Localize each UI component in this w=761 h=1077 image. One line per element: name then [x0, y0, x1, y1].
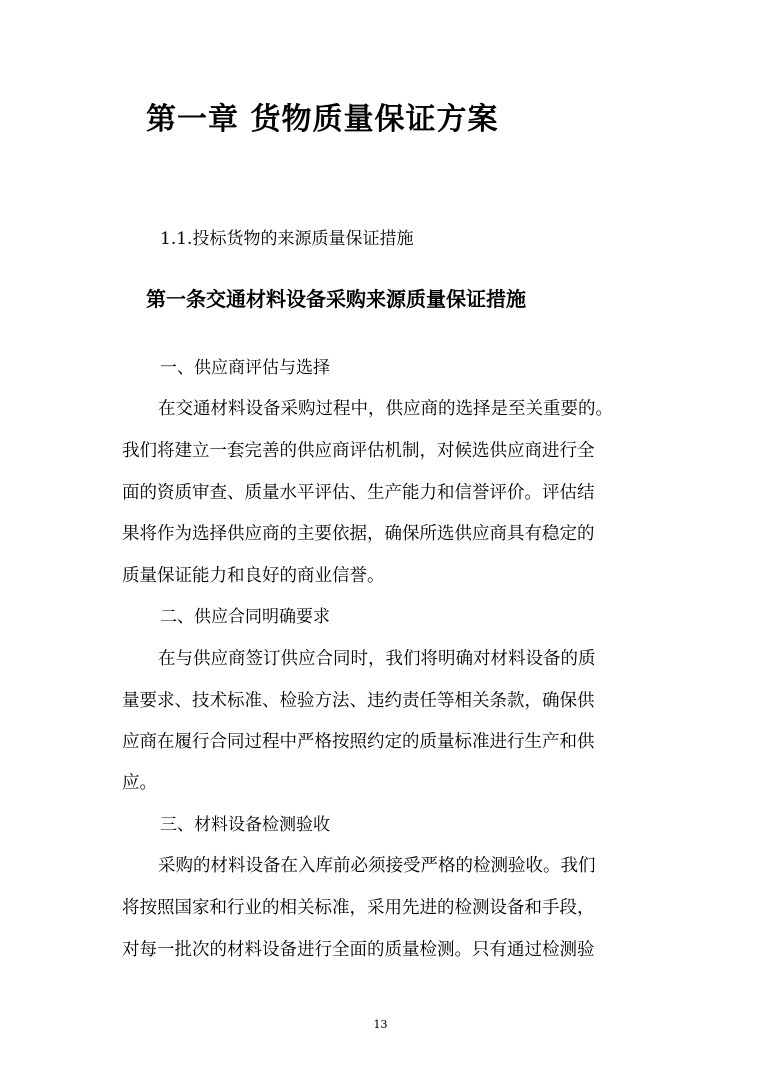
paragraph-line: 在交通材料设备采购过程中，供应商的选择是至关重要的。: [158, 399, 613, 419]
paragraph-line: 采购的材料设备在入库前必须接受严格的检测验收。我们: [158, 856, 596, 876]
paragraph-line: 应商在履行合同过程中严格按照约定的质量标准进行生产和供: [122, 732, 595, 752]
page-number: 13: [373, 1018, 388, 1031]
sub-heading-supply-contract: 二、供应合同明确要求: [160, 607, 330, 627]
paragraph-line: 我们将建立一套完善的供应商评估机制，对候选供应商进行全: [122, 441, 595, 461]
sub-heading-inspection-acceptance: 三、材料设备检测验收: [160, 815, 330, 835]
sub-heading-supplier-evaluation: 一、供应商评估与选择: [160, 358, 330, 378]
paragraph-line: 面的资质审查、质量水平评估、生产能力和信誉评价。评估结: [122, 483, 595, 503]
paragraph-line: 在与供应商签订供应合同时，我们将明确对材料设备的质: [158, 649, 596, 669]
paragraph-line: 对每一批次的材料设备进行全面的质量检测。只有通过检测验: [122, 940, 595, 960]
section-heading: 1.1.投标货物的来源质量保证措施: [160, 229, 414, 249]
chapter-title: 第一章 货物质量保证方案: [146, 102, 499, 137]
paragraph-line: 果将作为选择供应商的主要依据，确保所选供应商具有稳定的: [122, 524, 595, 544]
paragraph-line: 应。: [122, 773, 157, 793]
paragraph-line: 将按照国家和行业的相关标准，采用先进的检测设备和手段，: [122, 898, 595, 918]
article-title: 第一条交通材料设备采购来源质量保证措施: [146, 287, 526, 311]
paragraph-line: 质量保证能力和良好的商业信誉。: [122, 566, 385, 586]
paragraph-line: 量要求、技术标准、检验方法、违约责任等相关条款，确保供: [122, 691, 595, 711]
